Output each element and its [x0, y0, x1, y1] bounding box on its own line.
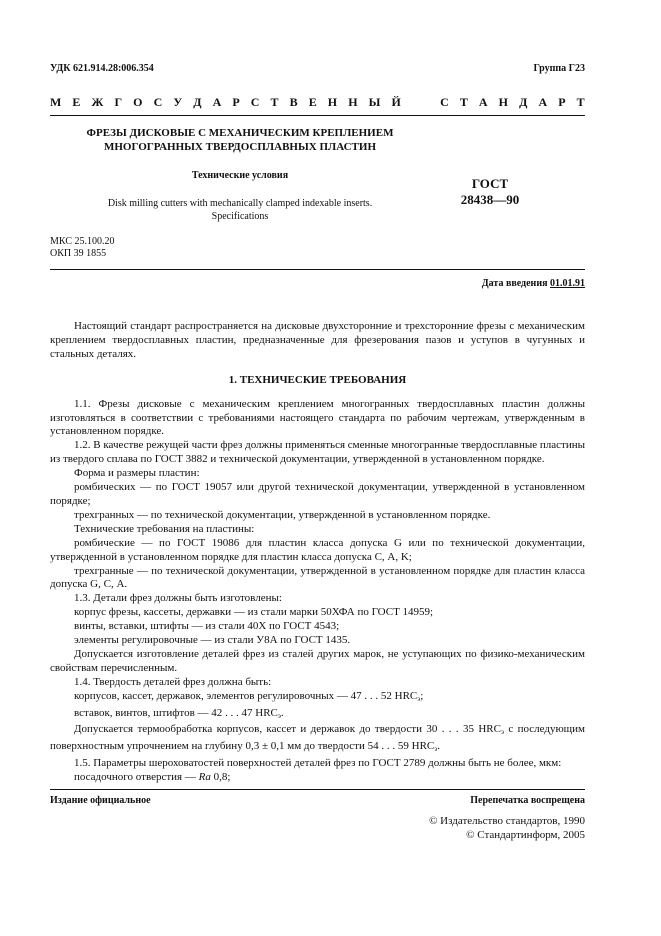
codes-rule	[50, 269, 585, 270]
copyright-2005: © Стандартинформ, 2005	[466, 829, 585, 841]
banner-letter: Ы	[368, 95, 381, 109]
banner-letter: М	[50, 95, 62, 109]
plate-requirements-triangular: трехгранные — по технической документации, утвержденной в установленном порядке для пластин класса допуска G, С, А.	[50, 564, 585, 591]
english-title-line2: Specifications	[211, 211, 269, 222]
banner-letter: Д	[193, 95, 202, 109]
banner-letter: У	[173, 95, 183, 109]
banner-letter: Р	[232, 95, 240, 109]
heat-treatment-allowance: Допускается термообработка корпусов, кассет и державок до твердости 30 . . . 35 $HRC_э$ с последующим поверхностным упрочнением на глубину 0,3 ± 0,1 мм до твердости 54 . . . 59 $HRC_э$.	[50, 723, 585, 754]
banner-letter: С	[153, 95, 163, 109]
body-text	[50, 320, 585, 785]
banner-letter: Н	[327, 95, 338, 109]
official-edition: Издание официальное	[50, 795, 151, 806]
classification-codes	[50, 236, 114, 260]
banner-letter: Д	[519, 95, 528, 109]
material-screws: винты, вставки, штифты — из стали 40Х по ГОСТ 4543;	[74, 620, 340, 633]
english-title-line1: Disk milling cutters with mechanically clamped indexable inserts.	[107, 198, 373, 209]
banner-letter: А	[538, 95, 548, 109]
banner-letter: Н	[498, 95, 509, 109]
hardness-body: корпусов, кассет, державок, элементов регулировочных — 47 . . . 52 $HRC_э$;	[74, 689, 424, 703]
banner-letter: В	[289, 95, 298, 109]
banner-letter: Т	[576, 95, 585, 109]
clause-1-4: 1.4. Твердость деталей фрез должна быть:	[74, 675, 272, 688]
introduction-date	[482, 278, 585, 290]
plate-shape-triangular: трехгранных — по технической документации, утвержденной в установленном порядке.	[74, 508, 491, 521]
banner-letter: Т	[270, 95, 279, 109]
plate-shape-heading: Форма и размеры пластин:	[74, 467, 200, 480]
introduction-date-value: 01.01.91	[550, 278, 585, 289]
material-allowance: Допускается изготовление деталей фрез из сталей других марок, не уступающих по физико-механическим свойствам перечисленным.	[50, 647, 585, 674]
standard-type-banner	[50, 95, 585, 109]
hardness-screws: вставок, винтов, штифтов — 42 . . . 47 $HRC_э$.	[74, 706, 284, 720]
banner-letter: А	[478, 95, 488, 109]
banner-letter: С	[440, 95, 449, 109]
clause-1-3: 1.3. Детали фрез должны быть изготовлены:	[74, 592, 282, 605]
banner-letter: Й	[391, 95, 401, 109]
plate-requirements-heading: Технические требования на пластины:	[74, 522, 255, 535]
banner-letter: Е	[308, 95, 317, 109]
document-title	[50, 126, 430, 154]
banner-letter	[426, 95, 429, 109]
copyright-block	[429, 814, 585, 842]
reprint-notice: Перепечатка воспрещена	[470, 795, 585, 806]
header-rule	[50, 115, 585, 116]
plate-requirements-rhombic: ромбические — по ГОСТ 19086 для пластин класса допуска G или по технической документации, утвержденной в установленном порядке для пластин класса допуска С, А, K;	[50, 536, 585, 563]
mks-code: МКС 25.100.20	[50, 236, 115, 247]
clause-1-2: 1.2. В качестве режущей части фрез должны применяться сменные многогранные твердосплавные пластины из твердого сплава по ГОСТ 3882 и технической документации, утвержденной в установленном порядке.	[50, 439, 585, 466]
banner-letter: Т	[459, 95, 468, 109]
copyright-1990: © Издательство стандартов, 1990	[429, 815, 585, 827]
roughness-bore: посадочного отверстия — Ra 0,8;	[74, 771, 231, 784]
gost-number: 28438—90	[460, 192, 520, 207]
plate-shape-rhombic: ромбических — по ГОСТ 19057 или другой технической документации, утвержденной в установленном порядке;	[50, 481, 585, 507]
title-line2: МНОГОГРАННЫХ ТВЕРДОСПЛАВНЫХ ПЛАСТИН	[103, 141, 377, 153]
english-title	[50, 197, 430, 223]
banner-letter: Р	[558, 95, 566, 109]
section-heading: 1. ТЕХНИЧЕСКИЕ ТРЕБОВАНИЯ	[228, 373, 407, 386]
introduction-date-label: Дата введения	[481, 278, 548, 289]
title-line1: ФРЕЗЫ ДИСКОВЫЕ С МЕХАНИЧЕСКИМ КРЕПЛЕНИЕМ	[86, 127, 394, 139]
gost-label: ГОСТ	[471, 176, 509, 191]
banner-letter: Ж	[91, 95, 104, 109]
gost-designation	[445, 176, 535, 208]
document-subtitle: Технические условия	[191, 170, 289, 181]
group-code: Группа Г23	[533, 63, 585, 74]
footer-rule	[50, 789, 585, 790]
banner-letter: Н	[348, 95, 358, 109]
udk-code: УДК 621.914.28:006.354	[50, 63, 154, 74]
banner-letter: Г	[114, 95, 123, 109]
intro-paragraph: Настоящий стандарт распространяется на дисковые двухсторонние и трехсторонние фрезы с механическим креплением твердосплавных пластин, предназначенные для фрезерования пазов и уступов в чугунных и стальных деталях.	[50, 320, 585, 360]
clause-1-1: 1.1. Фрезы дисковые с механическим креплением многогранных твердосплавных пластин должны изготовляться в соответствии с требованиями настоящего стандарта по рабочим чертежам, утвержденным в установленном порядке.	[50, 397, 585, 438]
banner-letter: О	[133, 95, 143, 109]
banner-letter: А	[212, 95, 222, 109]
banner-letter: С	[250, 95, 260, 109]
banner-letter	[412, 95, 415, 109]
banner-letter: Е	[72, 95, 81, 109]
clause-1-5: 1.5. Параметры шероховатостей поверхностей деталей фрез по ГОСТ 2789 должны быть не более, мкм:	[74, 757, 562, 770]
okp-code: ОКП 39 1855	[50, 248, 107, 259]
material-body: корпус фрезы, кассеты, державки — из стали марки 50ХФА по ГОСТ 14959;	[74, 606, 434, 619]
material-adjusting: элементы регулировочные — из стали У8А по ГОСТ 1435.	[74, 634, 351, 647]
